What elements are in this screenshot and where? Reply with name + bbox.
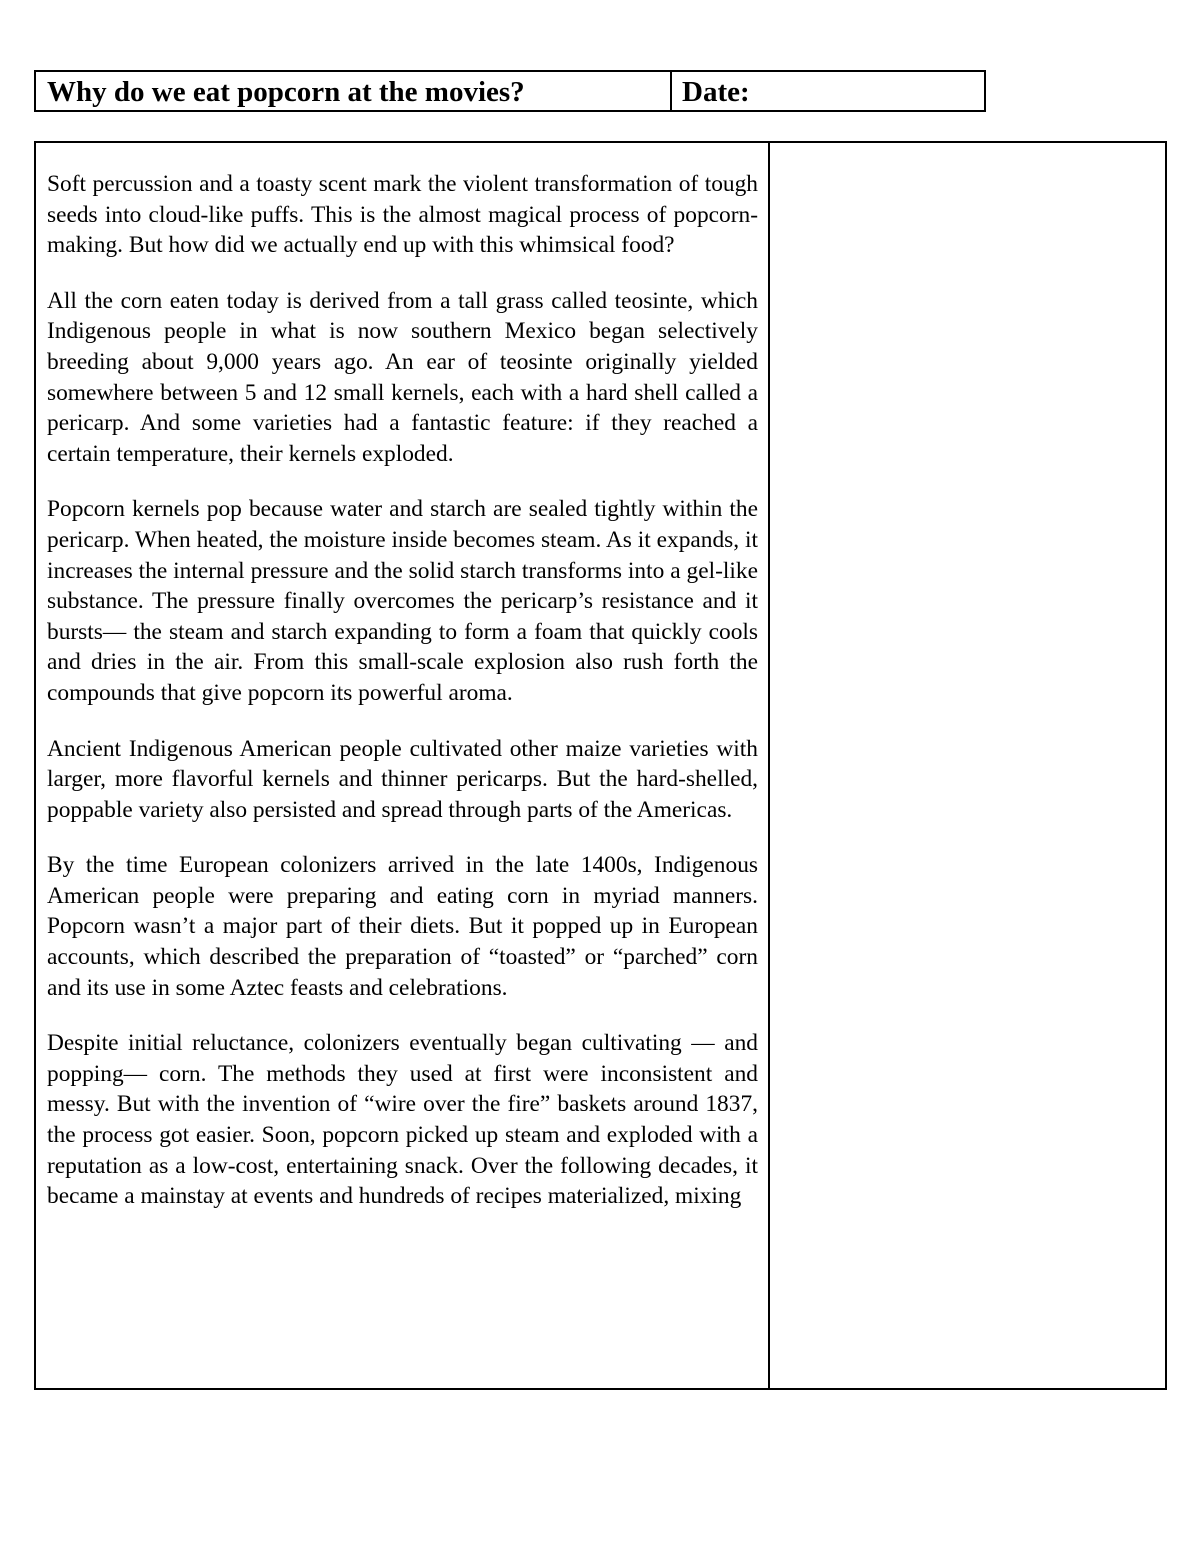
header-table [34, 70, 986, 112]
article-paragraph: All the corn eaten today is derived from a tall grass called teosinte, which Indigenous people in what is now southern Mexico began selectively breeding about 9,000 years ago. An ear of teosinte originally yielded somewhere between 5 and 12 small kernels, each with a hard shell called a pericarp. And some varieties had a fantastic feature: if they reached a certain temperature, their kernels exploded. [47, 287, 758, 467]
article-text-column [36, 143, 770, 1388]
main-table [34, 141, 1167, 1390]
article-paragraph: Despite initial reluctance, colonizers eventually began cultivating — and popping— corn. The methods they used at first were inconsistent and messy. But with the invention of “wire over the fire” baskets around 1837, the process got easier. Soon, popcorn picked up steam and exploded with a reputation as a low-cost, entertaining snack. Over the following decades, it became a mainstay at events and hundreds of recipes materialized, mixing [47, 1030, 758, 1210]
article-paragraph: Ancient Indigenous American people cultivated other maize varieties with larger, more flavorful kernels and thinner pericarps. But the hard-shelled, poppable variety also persisted and spread through parts of the Americas. [47, 735, 758, 823]
article-paragraph: Popcorn kernels pop because water and starch are sealed tightly within the pericarp. When heated, the moisture inside becomes steam. As it expands, it increases the internal pressure and the solid starch transforms into a gel-like substance. The pressure finally overcomes the pericarp’s resistance and it bursts— the steam and starch expanding to form a foam that quickly cools and dries in the air. From this small-scale explosion also rush forth the compounds that give popcorn its powerful aroma. [47, 496, 758, 706]
article-paragraph: By the time European colonizers arrived in the late 1400s, Indigenous American people were preparing and eating corn in myriad manners. Popcorn wasn’t a major part of their diets. But it popped up in European accounts, which described the preparation of “toasted” or “parched” corn and its use in some Aztec feasts and celebrations. [47, 852, 758, 1001]
worksheet-title: Why do we eat popcorn at the movies? [36, 72, 672, 110]
notes-column[interactable] [770, 143, 1165, 1388]
date-field[interactable]: Date: [682, 76, 750, 108]
article-paragraph: Soft percussion and a toasty scent mark the violent transformation of tough seeds into cloud-like puffs. This is the almost magical process of popcorn-making. But how did we actually end up with this whimsical food? [47, 171, 758, 259]
